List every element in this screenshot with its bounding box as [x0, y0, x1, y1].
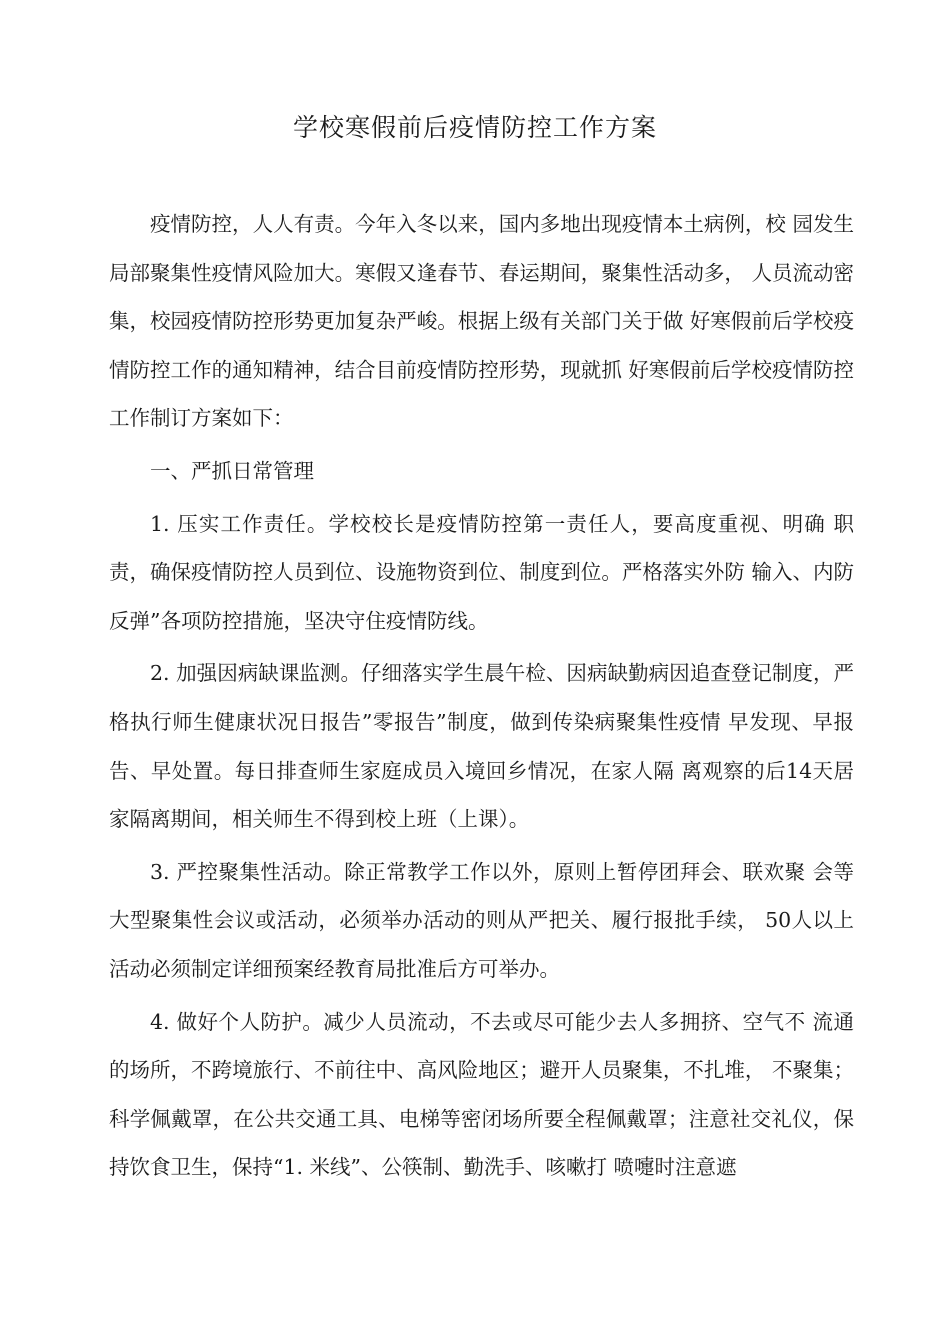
document-body — [109, 200, 854, 1192]
paragraph-item-1: 1. 压实工作责任。学校校长是疫情防控第一责任人，要高度重视、明确 职责，确保疫情防控人员到位、设施物资到位、制度到位。严格落实外防 输入、内防反弹”各项防控措施，坚决守住疫情防线。 — [109, 511, 854, 633]
document-title: 学校寒假前后疫情防控工作方案 — [292, 113, 657, 142]
paragraph-item-3: 3. 严控聚集性活动。除正常教学工作以外，原则上暂停团拜会、联欢聚 会等大型聚集性会议或活动，必须举办活动的则从严把关、履行报批手续， 50人以上活动必须制定详细预案经教育局批准后方可举办。 — [109, 859, 854, 981]
paragraph-item-4: 4. 做好个人防护。减少人员流动，不去或尽可能少去人多拥挤、空气不 流通的场所，不跨境旅行、不前往中、高风险地区；避开人员聚集，不扎堆， 不聚集；科学佩戴罩，在公共交通工具、电梯等密闭场所要全程佩戴罩；注意社交礼仪，保持饮食卫生，保持“1. 米线”、公筷制、勤洗手、咳嗽打 喷嚏时注意遮 — [109, 1009, 854, 1180]
section-heading-daily-management: 一、严抓日常管理 — [150, 458, 314, 483]
paragraph-item-2: 2. 加强因病缺课监测。仔细落实学生晨午检、因病缺勤病因追查登记制度，严格执行师生健康状况日报告”零报告”制度，做到传染病聚集性疫情 早发现、早报告、早处置。每日排查师生家庭成员入境回乡情况，在家人隔 离观察的后14天居家隔离期间，相关师生不得到校上班（上课）。 — [109, 661, 854, 832]
intro-paragraph: 疫情防控，人人有责。今年入冬以来，国内多地出现疫情本土病例，校 园发生局部聚集性疫情风险加大。寒假又逢春节、春运期间，聚集性活动多， 人员流动密集，校园疫情防控形势更加复杂严峻。根据上级有关部门关于做 好寒假前后学校疫情防控工作的通知精神，结合目前疫情防控形势，现就抓 好寒假前后学校疫情防控工作制订方案如下： — [109, 212, 854, 431]
